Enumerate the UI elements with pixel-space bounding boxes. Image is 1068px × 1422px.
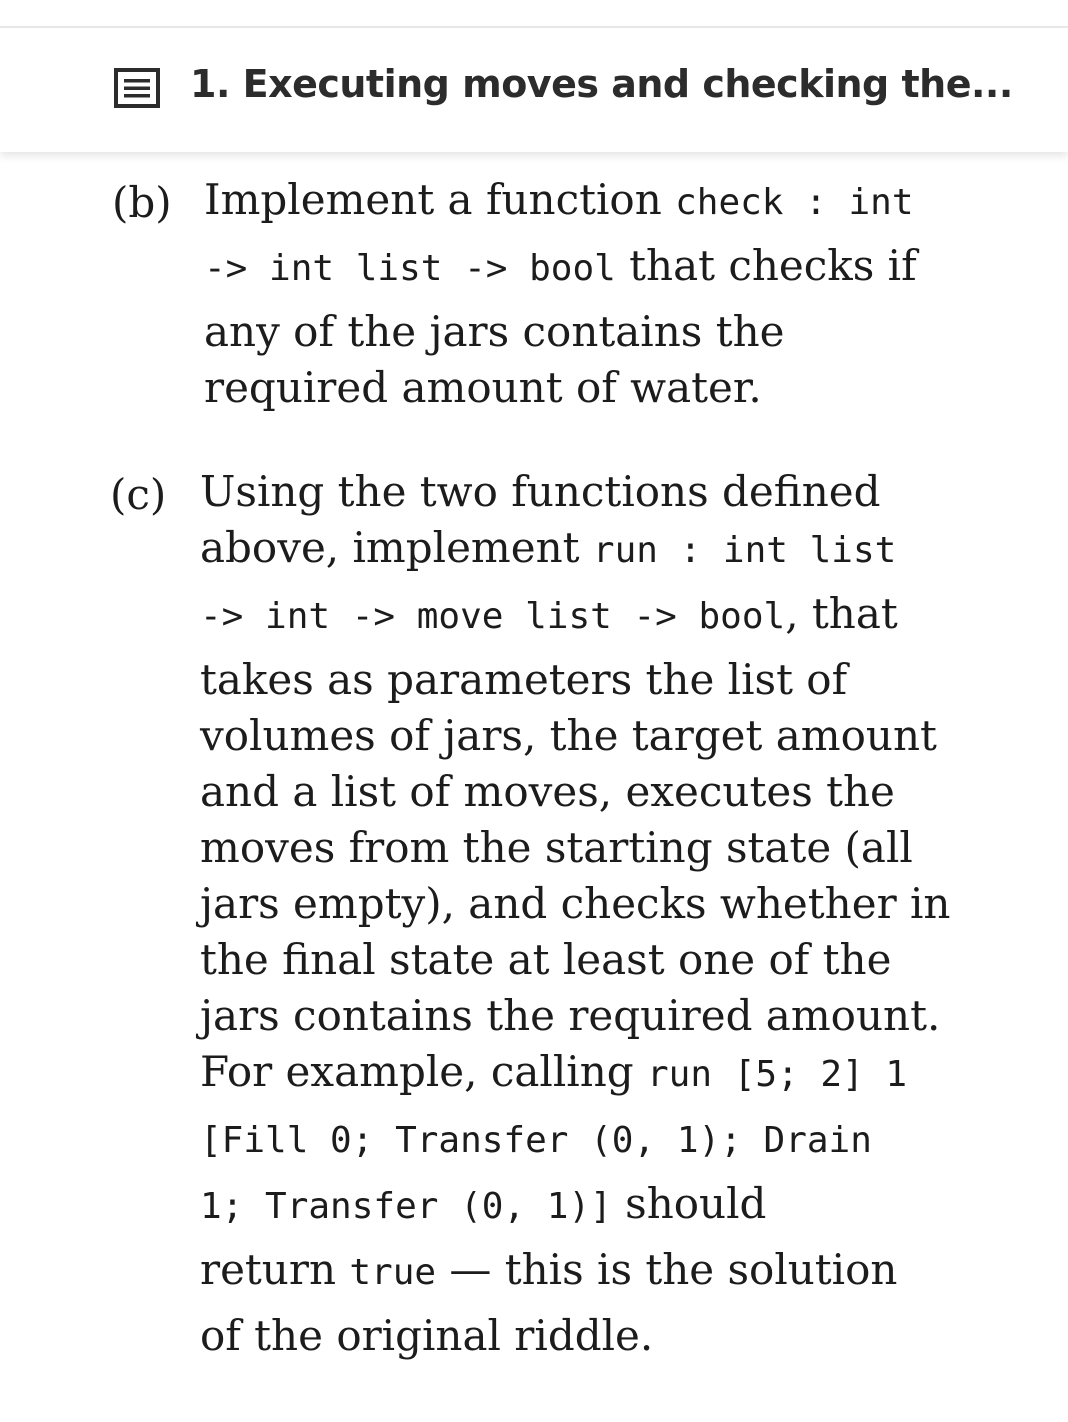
text-span: volumes of jars, the target amount (200, 711, 937, 760)
text-line (200, 876, 950, 932)
text-span: jars contains the required amount. (200, 991, 941, 1040)
code-span: 1; Transfer (0, 1)] (200, 1186, 612, 1227)
text-line (200, 1242, 897, 1298)
text-line (200, 932, 891, 988)
text-span: the final state at least one of the (200, 935, 892, 984)
text-line (200, 820, 913, 876)
item-label: (b) (112, 178, 172, 227)
text-span: Implement a function (204, 175, 676, 224)
text-span: should (611, 1179, 767, 1228)
text-span: , that (785, 589, 898, 638)
text-line (200, 708, 937, 764)
text-line (200, 1176, 766, 1232)
text-span: jars empty), and checks whether in (200, 879, 951, 928)
text-span: return (200, 1245, 350, 1294)
text-line (200, 464, 881, 520)
text-span: above, implement (200, 523, 593, 572)
document-header (0, 28, 1068, 152)
text-line (200, 586, 898, 642)
text-span: moves from the starting state (all (200, 823, 913, 872)
text-line (204, 360, 762, 416)
code-span: run [5; 2] 1 (647, 1054, 908, 1095)
text-span: Using the two functions defined (200, 467, 881, 516)
code-span: [Fill 0; Transfer (0, 1); Drain (200, 1120, 872, 1161)
code-span: -> int list -> bool (204, 248, 616, 289)
text-line (200, 1044, 907, 1100)
text-span: that checks if (615, 241, 917, 290)
text-line (200, 1110, 872, 1166)
status-bar-strip (0, 0, 1068, 28)
text-line (200, 1308, 653, 1364)
code-span: run : int list (592, 530, 897, 571)
text-span: takes as parameters the list of (200, 655, 848, 704)
text-span: of the original riddle. (200, 1311, 654, 1360)
code-span: check : int (675, 182, 914, 223)
text-line (204, 304, 784, 360)
code-span: -> int -> move list -> bool (200, 596, 786, 637)
item-label: (c) (110, 470, 167, 519)
text-span: required amount of water. (204, 363, 762, 412)
text-span: — this is the solution (436, 1245, 898, 1294)
text-line (204, 172, 914, 228)
text-line (200, 764, 895, 820)
text-line (200, 520, 896, 576)
page-title[interactable]: 1. Executing moves and checking the... (190, 62, 1013, 106)
text-span: and a list of moves, executes the (200, 767, 895, 816)
document-content (0, 152, 1068, 1422)
text-span: any of the jars contains the (204, 307, 785, 356)
document-icon[interactable] (114, 68, 160, 108)
code-span: true (349, 1252, 437, 1293)
text-line (200, 652, 847, 708)
text-line (200, 988, 940, 1044)
text-span: For example, calling (200, 1047, 647, 1096)
text-line (204, 238, 917, 294)
